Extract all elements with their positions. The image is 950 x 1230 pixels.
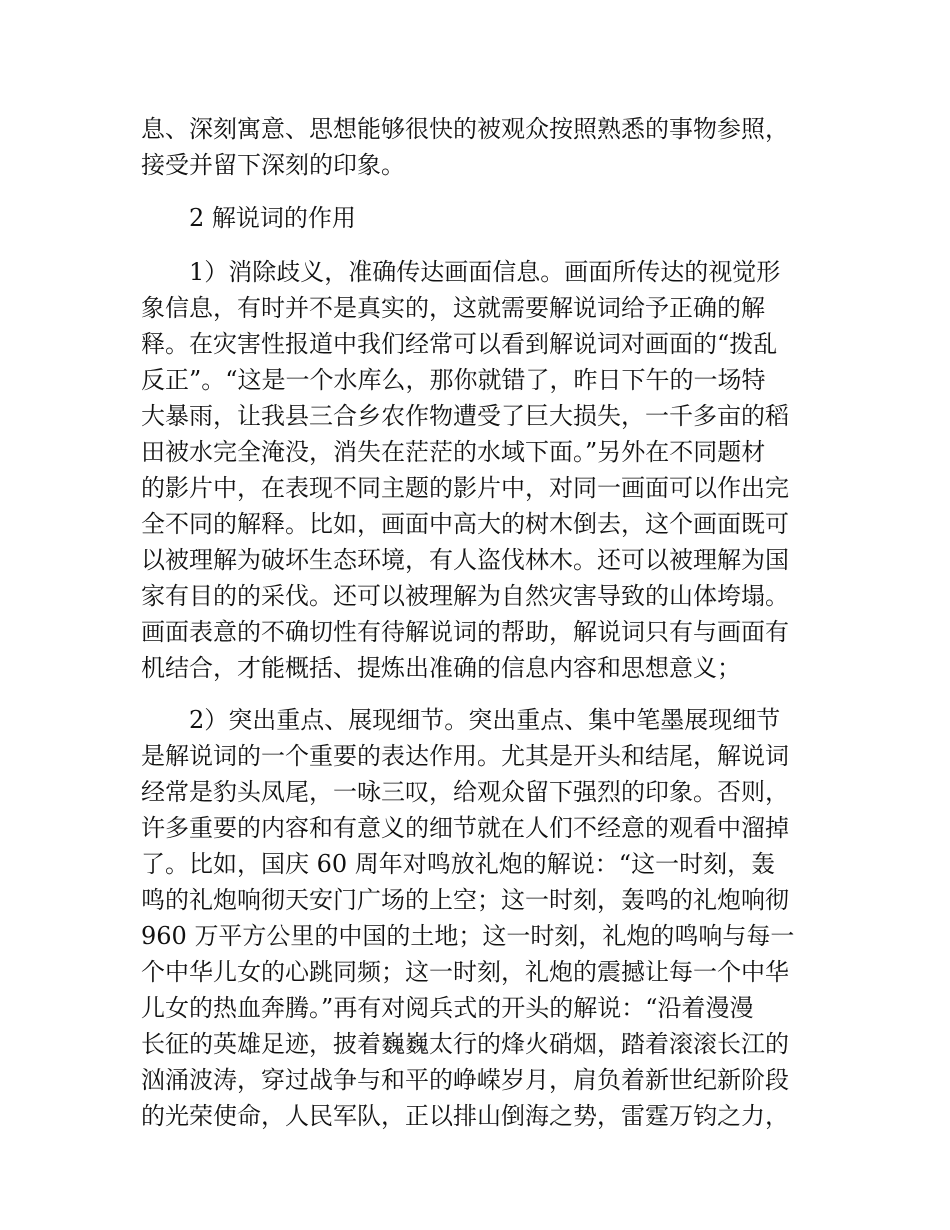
text-line: 家有目的的采伐。还可以被理解为自然灾害导致的山体垮塌。 [141,582,789,610]
text-line: 经常是豹头凤尾，一咏三叹，给观众留下强烈的印象。否则， [141,778,789,806]
text-line: 的光荣使命，人民军队，正以排山倒海之势，雷霆万钧之力， [141,1102,789,1130]
section-heading: 2 解说词的作用 [141,204,356,232]
text-line: 全不同的解释。比如，画面中高大的树木倒去，这个画面既可 [141,510,789,538]
text-line: 960 万平方公里的中国的土地；这一时刻，礼炮的鸣响与每一 [141,922,795,950]
text-line: 大暴雨，让我县三合乡农作物遭受了巨大损失，一千多亩的稻 [141,402,789,430]
text-line: 象信息，有时并不是真实的，这就需要解说词给予正确的解 [141,294,765,322]
text-line: 息、深刻寓意、思想能够很快的被观众按照熟悉的事物参照， [141,115,789,143]
text-line: 个中华儿女的心跳同频；这一时刻，礼炮的震撼让每一个中华 [141,958,789,986]
text-line: 接受并留下深刻的印象。 [141,151,405,179]
text-line: 2）突出重点、展现细节。突出重点、集中笔墨展现细节 [141,706,781,734]
text-line: 鸣的礼炮响彻天安门广场的上空；这一时刻，轰鸣的礼炮响彻 [141,886,789,914]
text-line: 1）消除歧义，准确传达画面信息。画面所传达的视觉形 [141,258,781,286]
text-line: 反正”。“这是一个水库么，那你就错了，昨日下午的一场特 [141,366,766,394]
text-line: 许多重要的内容和有意义的细节就在人们不经意的观看中溜掉 [141,814,789,842]
text-line: 长征的英雄足迹，披着巍巍太行的烽火硝烟，踏着滚滚长江的 [141,1030,789,1058]
text-line: 汹涌波涛，穿过战争与和平的峥嵘岁月，肩负着新世纪新阶段 [141,1066,789,1094]
text-line: 画面表意的不确切性有待解说词的帮助，解说词只有与画面有 [141,618,789,646]
text-line: 是解说词的一个重要的表达作用。尤其是开头和结尾，解说词 [141,742,789,770]
text-line: 机结合，才能概括、提炼出准确的信息内容和思想意义； [141,654,741,682]
text-line: 田被水完全淹没，消失在茫茫的水域下面。”另外在不同题材 [141,438,766,466]
text-line: 的影片中，在表现不同主题的影片中，对同一画面可以作出完 [141,474,789,502]
text-line: 释。在灾害性报道中我们经常可以看到解说词对画面的“拨乱 [141,330,778,358]
text-line: 儿女的热血奔腾。”再有对阅兵式的开头的解说：“沿着漫漫 [141,994,754,1022]
text-line: 了。比如，国庆 60 周年对鸣放礼炮的解说：“这一时刻，轰 [141,850,776,878]
text-line: 以被理解为破坏生态环境，有人盗伐林木。还可以被理解为国 [141,546,789,574]
